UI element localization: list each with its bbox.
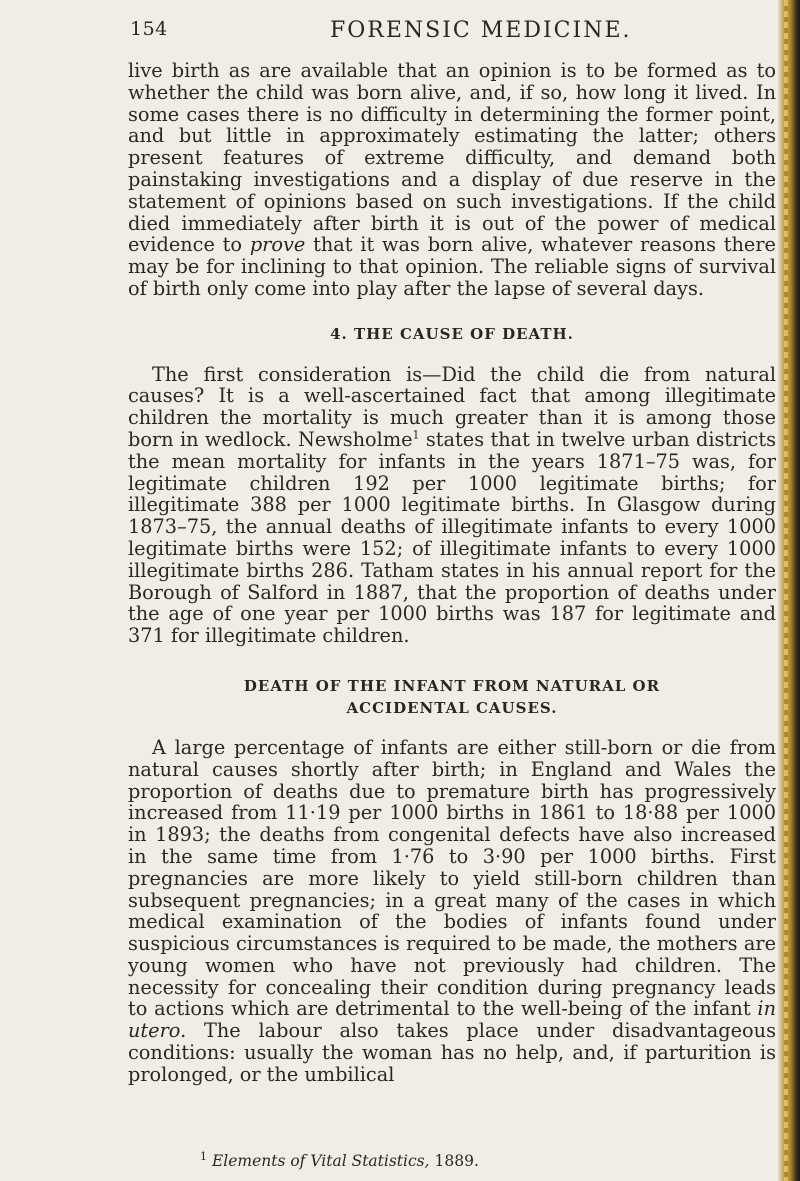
paragraph-2-text-b: states that in twelve urban districts the mean mortality for infants in the years 1871–75 was, for legitimate children 192 per 1000 legitimate births; for illegitimate 388 per 1000 legitimate births. In Glasgow during 1873–75, the annual deaths of illegitimate infants to every 1000 legitimate births were 152; of illegitimate infants to every 1000 illegitimate births 286. Tatham states in his annual report for the Borough of Salford in 1887, that the proportion of deaths under the age of one year per 1000 births was 187 for legitimate and 371 for illegitimate children. [128, 427, 776, 648]
page-body [128, 60, 776, 1086]
book-page-edge [778, 0, 800, 1181]
page-number: 154 [130, 18, 168, 40]
paragraph-1 [128, 60, 776, 300]
paragraph-1-emphasis: prove [249, 233, 306, 257]
subsection-heading [128, 675, 776, 719]
footnote-title: Elements of Vital Statistics, [211, 1152, 430, 1170]
paragraph-3 [128, 737, 776, 1086]
paragraph-3-emphasis: in utero. [128, 997, 776, 1043]
paragraph-2 [128, 364, 776, 647]
paragraph-1-text: live birth as are available that an opinion is to be formed as to whether the child was born alive, and, if so, how long it lived. In some cases there is no difficulty in determining the former point, and but little in approximately estimating the latter; others present features of extreme difficulty, and demand both painstaking investigations and a display of due reserve in the statement of opinions based on such investigations. If the child died immediately after birth it is out of the power of medical evidence to [128, 59, 776, 257]
paragraph-1-tail: that it was born alive, whatever reasons there may be for inclining to that opinion. The reliable signs of survival of birth only come into play after the lapse of several days. [128, 233, 776, 300]
section-heading: 4. THE CAUSE OF DEATH. [330, 324, 574, 343]
footnote-ref: 1 [412, 428, 420, 442]
footnote-marker: 1 [200, 1149, 207, 1163]
paragraph-3-text-b: The labour also takes place under disadvantageous conditions: usually the woman has no help, and, if parturition is prolonged, or the umbilical [128, 1019, 776, 1086]
footnote [200, 1149, 760, 1170]
paragraph-2-text-a: The first consideration is—Did the child die from natural causes? It is a well-ascertained fact that among illegitimate children the mortality is much greater than it is among those born in wedlock. Newsholme [128, 362, 776, 451]
paragraph-3-text-a: A large percentage of infants are either still-born or die from natural causes shortly after birth; in England and Wales the proportion of deaths due to premature birth has progressively increased from 11·19 per 1000 births in 1861 to 18·88 per 1000 in 1893; the deaths from congenital defects have also increased in the same time from 1·76 to 3·90 per 1000 births. First pregnancies are more likely to yield still-born children than subsequent pregnancies; in a great many of the cases in which medical examination of the bodies of infants found under suspicious circumstances is required to be made, the mothers are young women who have not previously had children. The necessity for concealing their condition during pregnancy leads to actions which are detrimental to the well-being of the infant [128, 735, 776, 1021]
subsection-heading-line-1: DEATH OF THE INFANT FROM NATURAL OR [243, 676, 661, 695]
page-header [130, 18, 770, 48]
subsection-heading-line-2: ACCIDENTAL CAUSES. [346, 698, 558, 717]
footnote-year: 1889. [434, 1152, 479, 1170]
running-head: FORENSIC MEDICINE. [330, 18, 632, 43]
